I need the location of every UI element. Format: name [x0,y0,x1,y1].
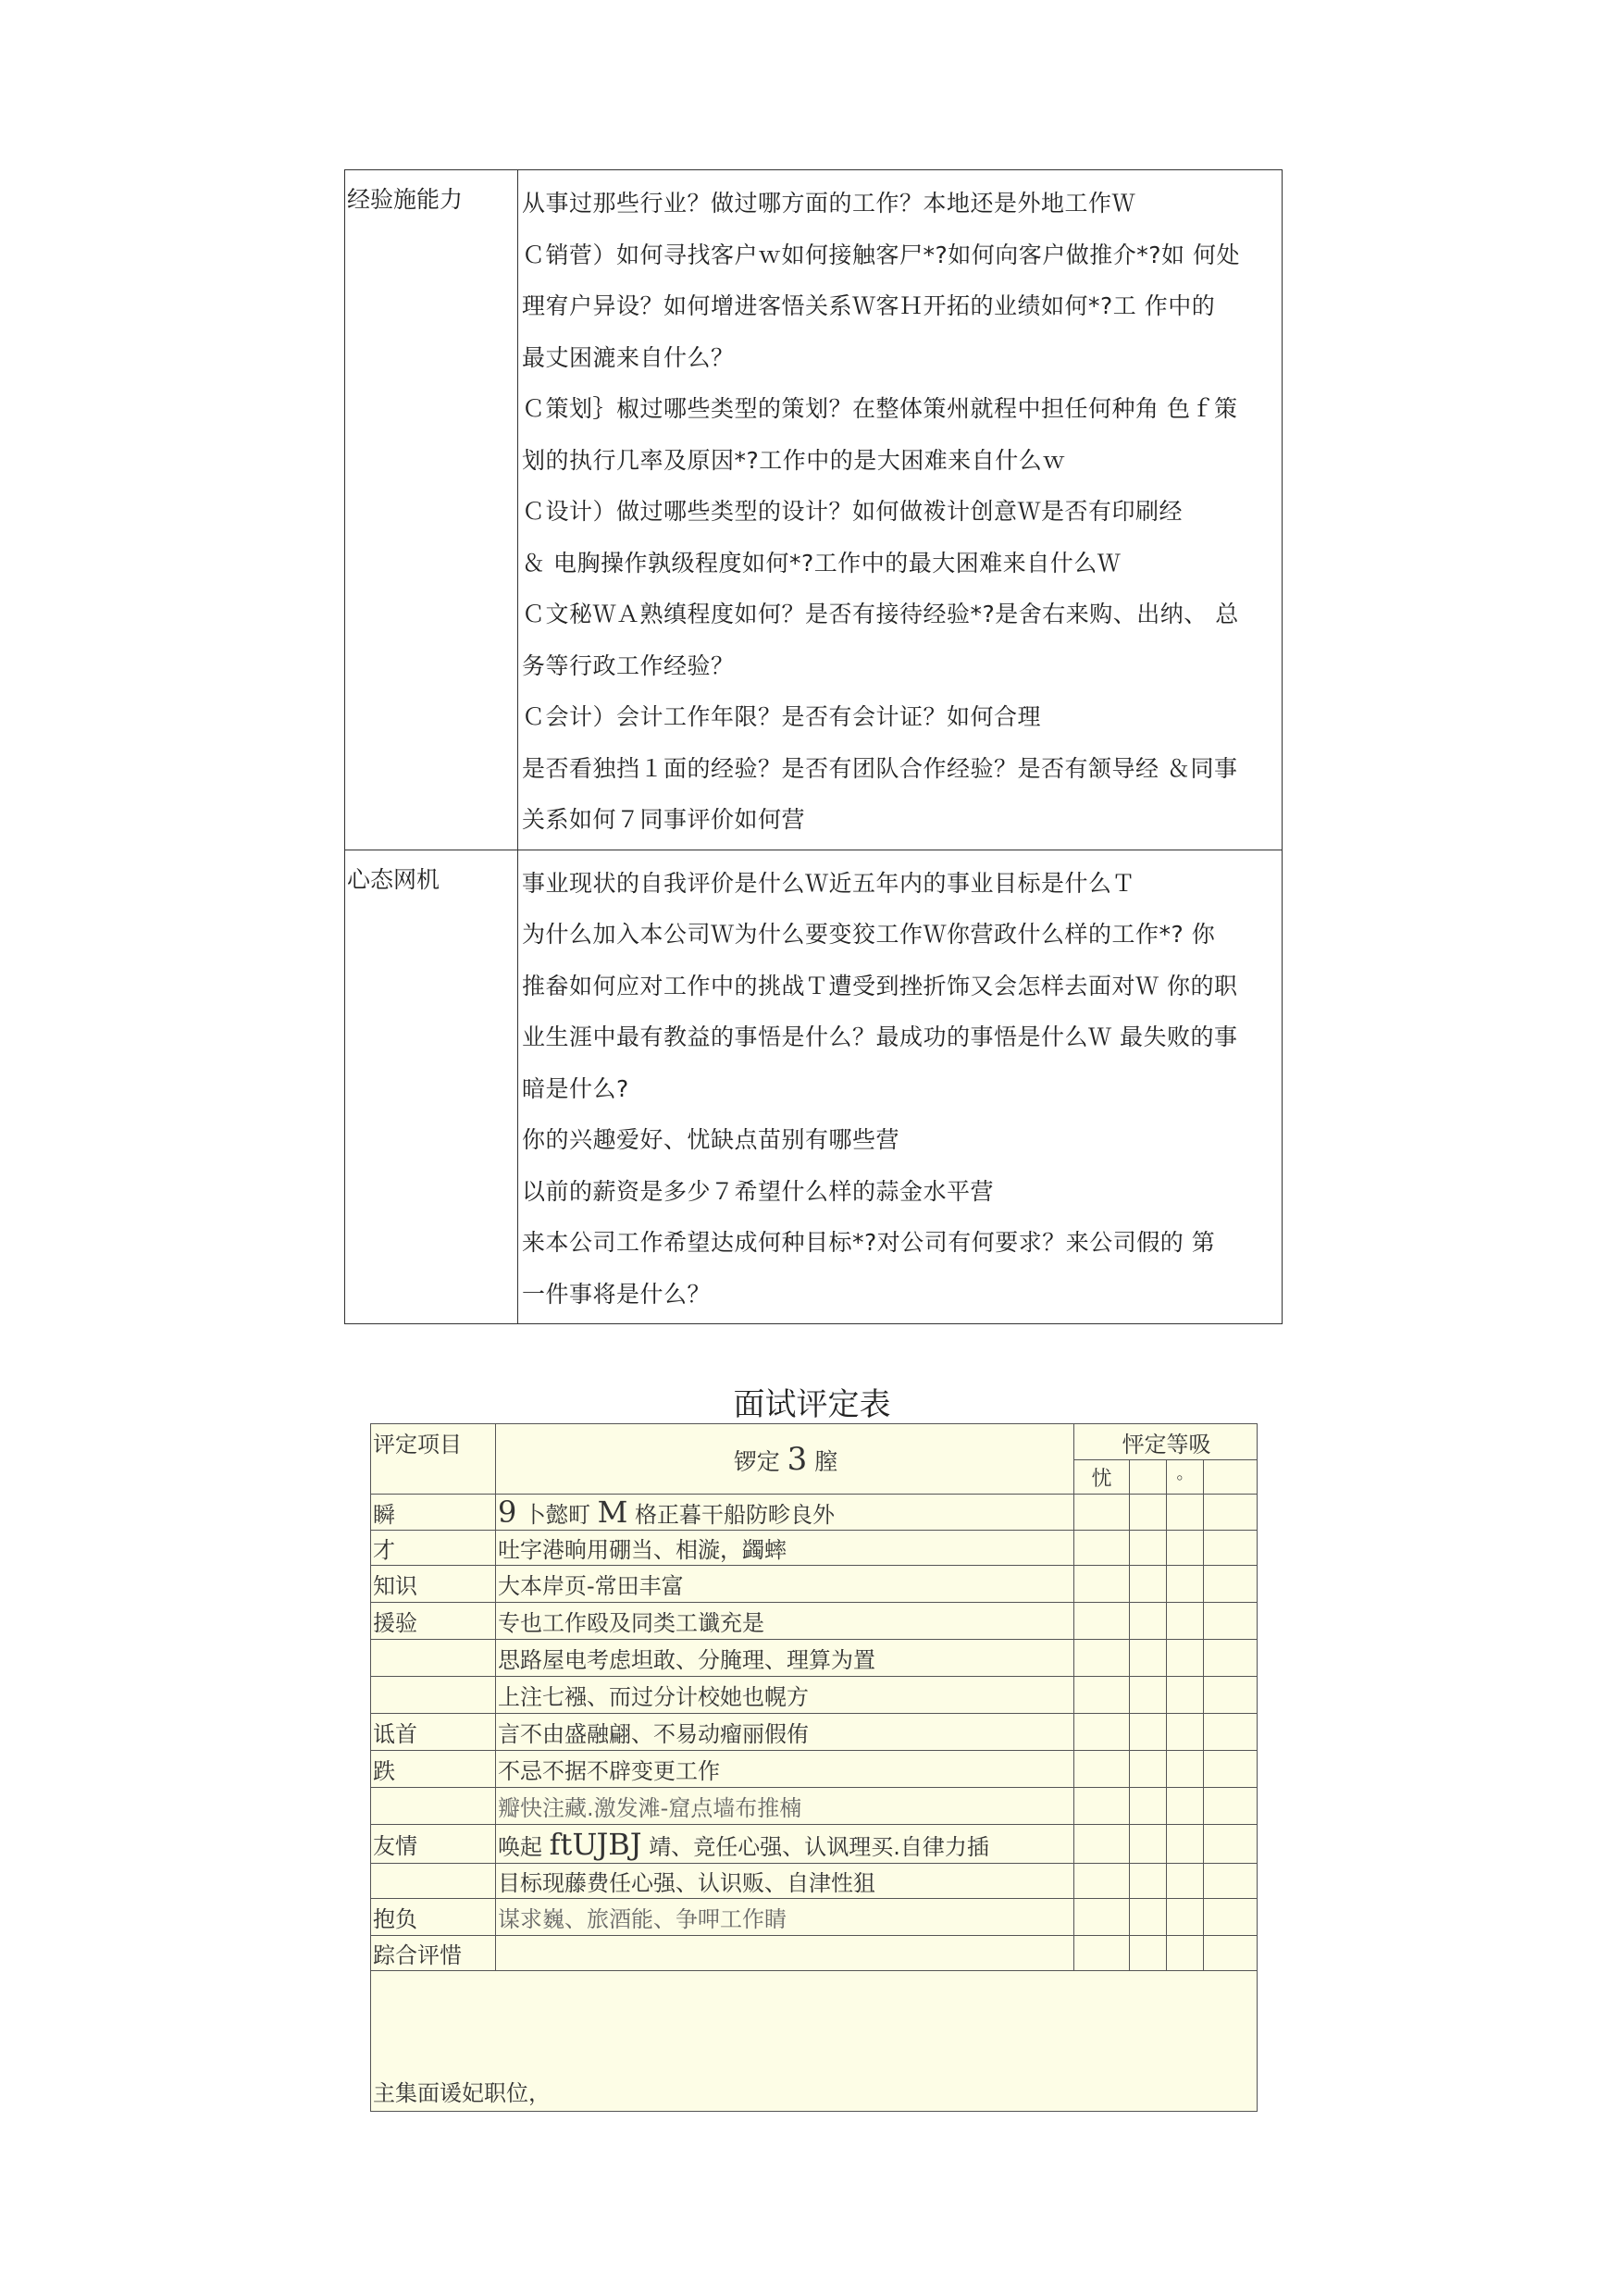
grade-cell[interactable] [1204,1603,1258,1640]
grade-cell[interactable] [1167,1531,1204,1566]
eval-item [371,1640,496,1677]
grade-good [1130,1460,1167,1495]
grade-poor [1204,1460,1258,1495]
eval-criterion: 瓣快注藏.激发滩-窟点墙布推楠 [496,1788,1074,1825]
grade-cell[interactable] [1167,1640,1204,1677]
question-line: Ｃ销菅）如何寻找客户ｗ如何接触客尸*?如何向客户做推介*?如 何处 [522,241,1240,268]
question-line: 从事过那些行业？做过哪方面的工作？本地还是外地工作Ｗ [522,190,1136,217]
criterion-text: 唤起 [498,1833,542,1860]
grade-cell[interactable] [1130,1864,1167,1899]
eval-item: 瞬 [371,1495,496,1531]
question-line: 暗是什么? [522,1074,629,1102]
grade-cell[interactable] [1204,1531,1258,1566]
grade-cell[interactable] [1074,1788,1130,1825]
eval-criterion: 谋求巍、旅酒能、争呷工作睛 [496,1899,1074,1936]
category-label: 经验施能力 [345,170,518,850]
question-line: 划的执行几率及原因*?工作中的是大困难来自什么ｗ [522,446,1066,474]
question-line: 一件事将是什么？ [522,1280,712,1308]
grade-cell[interactable] [1130,1825,1167,1864]
question-line: Ｃ策划｝椒过哪些类型的策划？在整体策州就程中担任何种角 色ｆ策 [522,395,1238,422]
header-level: 怦定等吸 [1074,1424,1258,1460]
grade-cell[interactable] [1167,1788,1204,1825]
grade-cell[interactable] [1130,1566,1167,1603]
eval-item: 诋首 [371,1714,496,1751]
question-line: 以前的薪资是多少７希望什么样的蒜金水平营 [522,1177,995,1205]
grade-cell[interactable] [1204,1714,1258,1751]
grade-cell[interactable] [1074,1603,1130,1640]
grade-cell[interactable] [1130,1677,1167,1714]
eval-row [371,1495,1258,1531]
grade-cell[interactable] [1167,1714,1204,1751]
grade-cell[interactable] [1130,1788,1167,1825]
grade-cell[interactable] [1074,1640,1130,1677]
grade-cell[interactable] [1130,1714,1167,1751]
grade-cell[interactable] [1074,1495,1130,1531]
question-line: Ｃ设计）做过哪些类型的设计？如何做袯计创意Ｗ是否有印刷经 [522,498,1184,525]
grade-cell[interactable] [1204,1936,1258,1971]
summary-row [371,1971,1258,2112]
eval-criterion: 思路屋电考虑坦敢、分腌理、理算为置 [496,1640,1074,1677]
grade-cell[interactable] [1204,1788,1258,1825]
eval-criterion: 言不由盛融翩、不易动瘤丽假侑 [496,1714,1074,1751]
eval-row [371,1603,1258,1640]
grade-cell[interactable] [1204,1751,1258,1788]
grade-cell[interactable] [1074,1531,1130,1566]
eval-criterion [496,1825,1074,1864]
question-line: Ｃ文秘ＷＡ熟缜程度如何？是否有接待经验*?是舍右来购、出纳、 总 [522,601,1239,627]
question-row-experience [345,170,1283,850]
question-line: 为什么加入本公司Ｗ为什么要变狡工作Ｗ你营政什么样的工作*? 你 [522,921,1216,948]
grade-cell[interactable] [1130,1751,1167,1788]
grade-cell[interactable] [1204,1640,1258,1677]
question-line: 业生涯中最有教益的事悟是什么？最成功的事悟是什么Ｗ 最失败的事 [522,1023,1238,1050]
summary-comment-field[interactable]: 主集面谖妃职位， [371,1971,1258,2112]
grade-cell[interactable] [1204,1566,1258,1603]
eval-item: 跌 [371,1751,496,1788]
eval-item: 才 [371,1531,496,1566]
eval-row [371,1825,1258,1864]
grade-excellent: 忧 [1074,1460,1130,1495]
question-line: 关系如何７同事评价如何营 [522,806,806,833]
grade-cell[interactable] [1074,1751,1130,1788]
eval-item: 援验 [371,1603,496,1640]
criterion-text: 靖、竞任心强、认讽理买.自律力插 [649,1833,989,1860]
grade-cell[interactable] [1167,1495,1204,1531]
eval-row [371,1899,1258,1936]
eval-criterion: 目标现藤费任心强、认识贩、自津性狙 [496,1864,1074,1899]
eval-criterion: 上注七襁、而过分计校她也幌方 [496,1677,1074,1714]
interview-questions-table [344,169,1283,1324]
grade-cell[interactable] [1074,1864,1130,1899]
eval-criterion: 专也工作殴及同类工谶充是 [496,1603,1074,1640]
eval-item [371,1788,496,1825]
criterion-text: 卜懿町 [524,1502,590,1528]
grade-cell[interactable] [1167,1864,1204,1899]
criterion-big-text: M [597,1495,628,1530]
grade-cell[interactable] [1167,1899,1204,1936]
grade-cell[interactable] [1130,1495,1167,1531]
grade-cell[interactable] [1167,1603,1204,1640]
eval-row [371,1714,1258,1751]
grade-cell[interactable] [1204,1825,1258,1864]
grade-cell[interactable] [1074,1566,1130,1603]
question-line: 来本公司工作希望达成何种目标*?对公司有何要求？来公司假的 第 [522,1229,1216,1256]
grade-cell[interactable] [1167,1566,1204,1603]
grade-cell[interactable] [1130,1531,1167,1566]
eval-item: 抱负 [371,1899,496,1936]
header-item: 评定项目 [371,1424,496,1495]
eval-item: 踪合评惜 [371,1936,496,1971]
category-label: 心态网机 [345,850,518,1324]
question-list [518,170,1283,850]
question-line: 理宥户异设？如何增进客悟关系Ｗ客Ｈ开拓的业绩如何*?工 作中的 [522,292,1216,319]
header-standard-number: 3 [787,1440,808,1478]
grade-cell[interactable] [1074,1677,1130,1714]
eval-item: 友情 [371,1825,496,1864]
criterion-big-text: 9 [498,1495,517,1530]
eval-row-overall [371,1936,1258,1971]
eval-row [371,1788,1258,1825]
question-line: Ｃ会计）会计工作年限？是否有会计证？如何合理 [522,703,1042,730]
eval-criterion: 大本岸页-常田丰富 [496,1566,1074,1603]
grade-fair: 。 [1167,1460,1204,1495]
eval-row [371,1677,1258,1714]
grade-cell[interactable] [1204,1495,1258,1531]
criterion-text: 格正暮干船防畛良外 [635,1502,836,1528]
eval-criterion [496,1936,1074,1971]
grade-cell[interactable] [1074,1936,1130,1971]
evaluation-form-table [370,1423,1258,2112]
criterion-big-text: ftUJBJ [549,1826,642,1862]
header-standard-suffix: 膣 [814,1447,838,1475]
header-standard-text: 锣定 [733,1447,780,1475]
eval-criterion: 吐字港晌用硼当、相漩，蠲蟀 [496,1531,1074,1566]
header-standard [496,1424,1074,1495]
eval-item [371,1677,496,1714]
grade-cell[interactable] [1130,1899,1167,1936]
grade-cell[interactable] [1074,1825,1130,1864]
eval-row [371,1531,1258,1566]
eval-row [371,1640,1258,1677]
grade-cell[interactable] [1204,1677,1258,1714]
question-line: 务等行政工作经验？ [522,651,735,679]
question-line: ＆ 电胸操作孰级程度如何*?工作中的最大困难来自什么Ｗ [522,549,1122,577]
grade-cell[interactable] [1204,1864,1258,1899]
question-list [518,850,1283,1324]
eval-item [371,1864,496,1899]
eval-criterion: 不忌不据不辟变更工作 [496,1751,1074,1788]
grade-cell[interactable] [1167,1751,1204,1788]
grade-cell[interactable] [1074,1899,1130,1936]
eval-row [371,1864,1258,1899]
grade-cell[interactable] [1167,1825,1204,1864]
form-title: 面试评定表 [733,1386,891,1423]
eval-row [371,1566,1258,1603]
grade-cell[interactable] [1167,1677,1204,1714]
grade-cell[interactable] [1130,1640,1167,1677]
grade-cell[interactable] [1074,1714,1130,1751]
grade-cell[interactable] [1167,1936,1204,1971]
question-line: 是否看独挡１面的经验？是否有团队合作经验？是否有颔导经 ＆同事 [522,754,1238,782]
eval-item: 知识 [371,1566,496,1603]
grade-cell[interactable] [1130,1936,1167,1971]
form-header-row [371,1424,1258,1460]
question-line: 事业现状的自我评价是什么Ｗ近五年内的事业目标是什么Ｔ [522,869,1136,897]
eval-row [371,1751,1258,1788]
question-row-attitude [345,850,1283,1324]
question-line: 你的兴趣爱好、忧缺点苗别有哪些营 [522,1126,900,1153]
eval-criterion [496,1495,1074,1531]
question-line: 推畚如何应对工作中的挑战Ｔ遭受到挫折饰又会怎样去面对Ｗ 你的职 [522,972,1238,999]
question-line: 最丈困漉来自什么？ [522,343,735,371]
grade-cell[interactable] [1130,1603,1167,1640]
grade-cell[interactable] [1204,1899,1258,1936]
